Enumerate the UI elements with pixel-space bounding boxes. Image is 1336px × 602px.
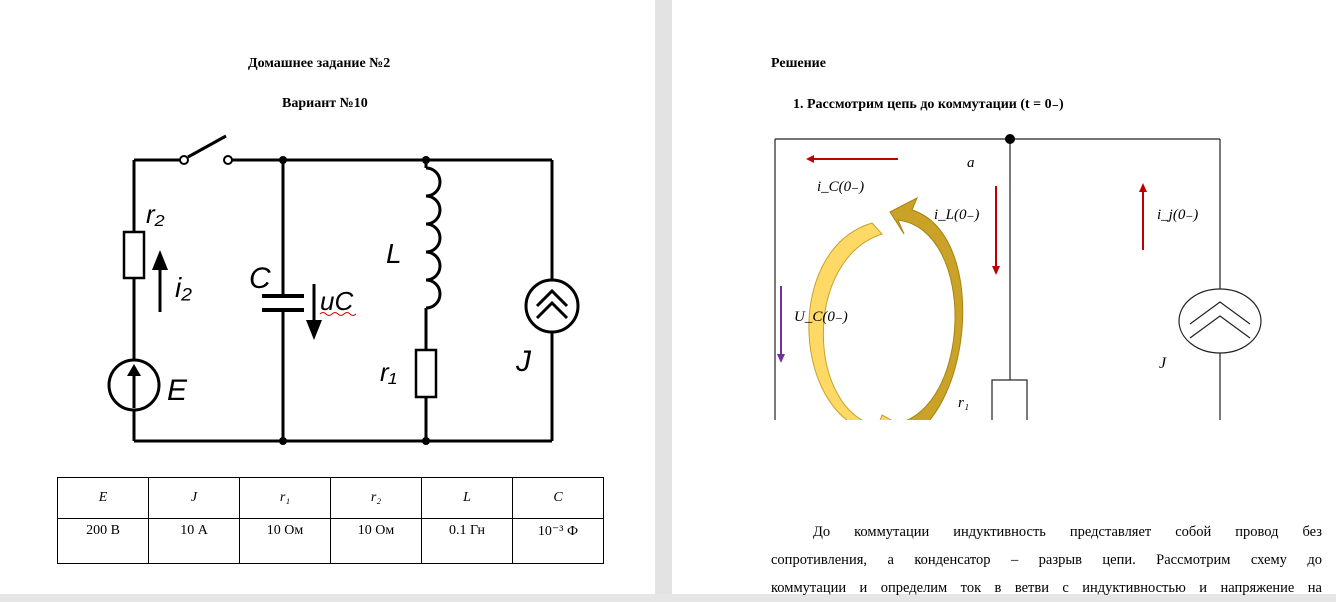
table-header-cell: r₂ — [331, 478, 422, 519]
node-dot — [422, 437, 430, 445]
inductor-coil — [426, 168, 440, 308]
node-dot — [279, 437, 287, 445]
label-J: J — [516, 345, 531, 378]
table-cell: 10 А — [149, 519, 240, 564]
switch-contact — [224, 156, 232, 164]
resistor-r1 — [992, 380, 1027, 420]
resistor-r2 — [124, 232, 144, 278]
current-arrow-icon — [992, 186, 1000, 275]
label-J: J — [1159, 355, 1167, 372]
table-header-row — [58, 478, 604, 519]
node-dot — [279, 156, 287, 164]
table-cell: 200 В — [58, 519, 149, 564]
solution-heading: Решение — [771, 56, 826, 71]
solution-paragraph — [771, 518, 1322, 602]
label-r1: r₁ — [958, 395, 970, 411]
current-source-icon — [1179, 289, 1261, 353]
table-row — [58, 519, 604, 564]
current-arrow-icon — [806, 155, 898, 163]
table-header-cell: J — [149, 478, 240, 519]
label-ij: i_j(0₋) — [1157, 207, 1199, 223]
label-C: C — [249, 262, 271, 295]
node-dot — [422, 156, 430, 164]
label-i2: i₂ — [175, 272, 192, 303]
equivalent-circuit-diagram — [672, 0, 1336, 420]
table-cell: 10 Ом — [331, 519, 422, 564]
table-header-cell: r₁ — [240, 478, 331, 519]
left-page — [0, 0, 655, 594]
table-cell: 10⁻³ Ф — [513, 519, 604, 564]
parameters-table — [57, 477, 604, 564]
table-cell: 0.1 Гн — [422, 519, 513, 564]
page-gutter — [655, 0, 672, 594]
label-uC: uC — [320, 286, 354, 316]
label-r2: r₂ — [146, 199, 165, 229]
right-page — [672, 0, 1336, 594]
document-title: Домашнее задание №2 — [248, 56, 391, 71]
label-uc: U_C(0₋) — [794, 309, 848, 325]
voltage-arrow-icon — [777, 286, 785, 363]
node-label-a: a — [967, 155, 975, 171]
table-cell: 10 Ом — [240, 519, 331, 564]
label-L: L — [386, 238, 402, 269]
label-r1: r₁ — [380, 357, 397, 387]
node-dot — [1005, 134, 1015, 144]
paragraph-line: сопротивления, а конденсатор – разрыв цепи. Рассмотрим схему до — [771, 552, 1322, 568]
current-source-icon — [526, 280, 578, 332]
label-ic: i_C(0₋) — [817, 179, 865, 195]
table-header-cell: E — [58, 478, 149, 519]
table-header-cell: C — [513, 478, 604, 519]
table-header-cell: L — [422, 478, 513, 519]
variant-label: Вариант №10 — [282, 96, 368, 111]
paragraph-line: коммутации и определим ток в ветви с индуктивностью и напряжение на — [771, 580, 1322, 596]
paragraph-line: До коммутации индуктивность представляет собой провод без — [813, 524, 1322, 540]
step-heading: 1. Рассмотрим цепь до коммутации (t = 0₋) — [793, 97, 1064, 112]
switch-contact — [180, 156, 188, 164]
current-arrow-icon — [1139, 183, 1147, 250]
resistor-r1 — [416, 350, 436, 397]
label-E: E — [167, 374, 188, 407]
label-il: i_L(0₋) — [934, 207, 980, 223]
circuit-diagram — [0, 0, 655, 470]
